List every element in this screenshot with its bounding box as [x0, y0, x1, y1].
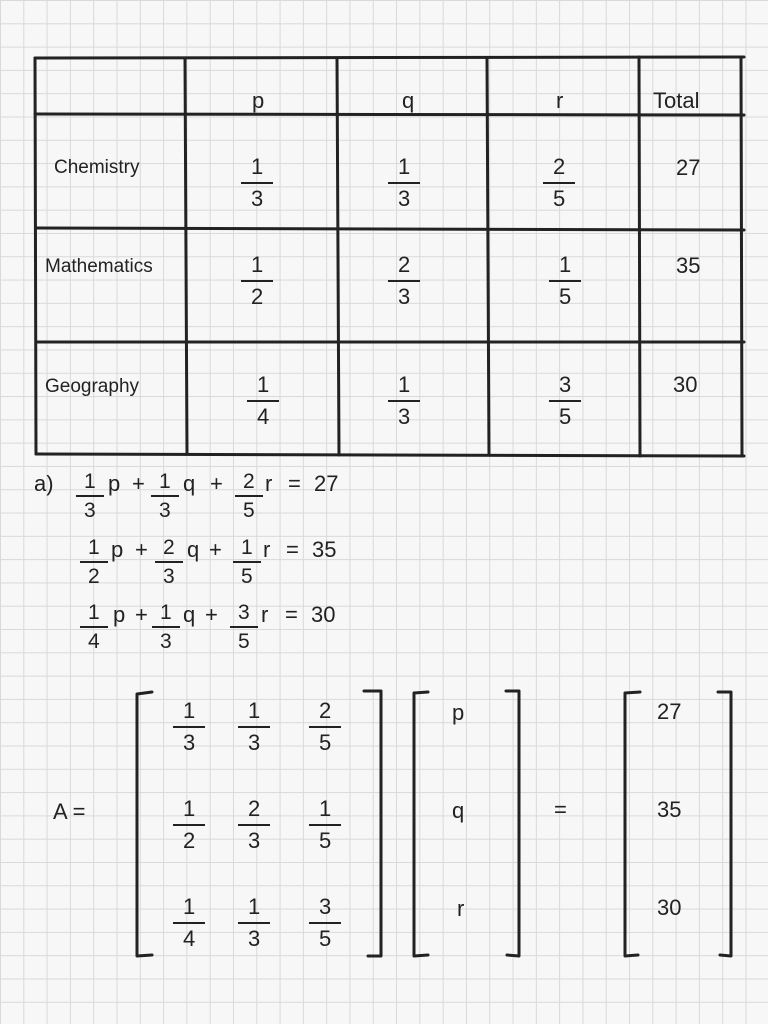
equation-plus: +: [132, 471, 145, 496]
equation-variable: q: [183, 471, 196, 496]
matrix-entry: 1 3: [246, 896, 262, 950]
matrix-equals: =: [554, 797, 567, 822]
equation-fraction: 1 3: [158, 602, 174, 652]
table-fraction: 1 5: [557, 254, 573, 308]
table-fraction: 1 2: [249, 254, 265, 308]
row-label-geography: Geography: [45, 376, 140, 397]
total-geography: 30: [673, 372, 698, 397]
table-fraction: 1 4: [255, 374, 271, 428]
equation-plus: +: [205, 602, 218, 627]
vector-rhs-entry: 35: [657, 797, 682, 822]
equation-variable: r: [263, 537, 271, 562]
header-r: r: [556, 88, 564, 113]
header-p: p: [252, 88, 265, 113]
table-fraction: 2 5: [551, 156, 567, 210]
equation-plus: +: [135, 602, 148, 627]
vector-variable-q: q: [452, 798, 465, 823]
equation-fraction: 1 5: [239, 537, 255, 587]
table-fraction: 1 3: [249, 156, 265, 210]
equation-fraction: 3 5: [236, 602, 252, 652]
part-a-label: a): [34, 471, 54, 496]
row-label-mathematics: Mathematics: [45, 256, 153, 277]
row-label-chemistry: Chemistry: [54, 157, 140, 178]
equation-rhs: 27: [314, 471, 339, 496]
total-chemistry: 27: [676, 155, 701, 180]
equation-fraction: 2 3: [161, 537, 177, 587]
equation-rhs: 30: [311, 602, 336, 627]
equation-rhs: 35: [312, 537, 337, 562]
equation-plus: +: [135, 537, 148, 562]
table-fraction: 1 3: [396, 156, 412, 210]
equation-equals: =: [288, 471, 301, 496]
matrix-entry: 2 5: [317, 700, 333, 754]
equation-plus: +: [209, 537, 222, 562]
equation-variable: p: [113, 602, 126, 627]
matrix-entry: 1 2: [181, 798, 197, 852]
equation-fraction: 1 3: [157, 471, 173, 521]
header-total: Total: [653, 88, 700, 113]
header-q: q: [402, 88, 415, 113]
matrix-entry: 1 4: [181, 896, 197, 950]
table-fraction: 2 3: [396, 254, 412, 308]
equation-variable: q: [183, 602, 196, 627]
matrix-entry: 1 5: [317, 798, 333, 852]
matrix-label: A =: [53, 799, 86, 824]
matrix-entry: 2 3: [246, 798, 262, 852]
equation-equals: =: [285, 602, 298, 627]
equation-plus: +: [210, 471, 223, 496]
equation-variable: p: [108, 471, 121, 496]
vector-variable-p: p: [452, 700, 465, 725]
table-grid: [0, 0, 768, 470]
equation-variable: q: [187, 537, 200, 562]
equation-fraction: 1 4: [86, 602, 102, 652]
equation-variable: p: [111, 537, 124, 562]
equation-equals: =: [286, 537, 299, 562]
equation-fraction: 1 3: [82, 471, 98, 521]
total-mathematics: 35: [676, 253, 701, 278]
vector-rhs-entry: 27: [657, 699, 682, 724]
table-fraction: 3 5: [557, 374, 573, 428]
matrix-brackets: [0, 680, 768, 970]
equation-fraction: 1 2: [86, 537, 102, 587]
matrix-entry: 1 3: [246, 700, 262, 754]
table-fraction: 1 3: [396, 374, 412, 428]
matrix-entry: 1 3: [181, 700, 197, 754]
equation-fraction: 2 5: [241, 471, 257, 521]
matrix-entry: 3 5: [317, 896, 333, 950]
vector-variable-r: r: [457, 896, 465, 921]
equation-variable: r: [265, 471, 273, 496]
equation-variable: r: [261, 602, 269, 627]
vector-rhs-entry: 30: [657, 895, 682, 920]
